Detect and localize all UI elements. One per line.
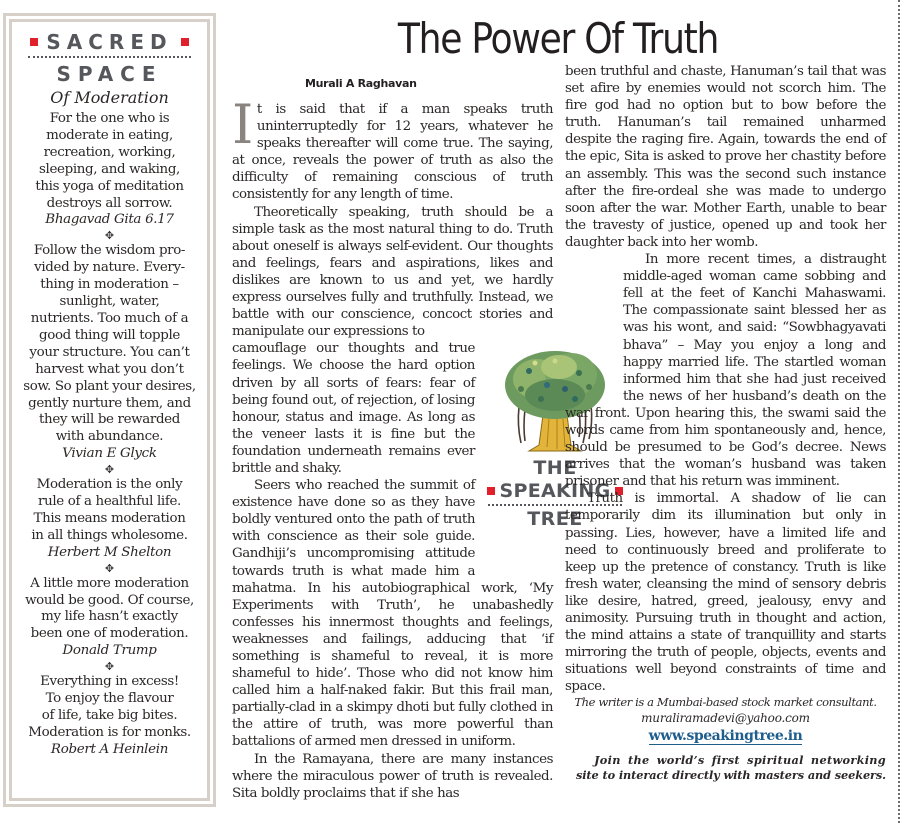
quote-line: sleeping, and waking, bbox=[39, 161, 180, 177]
quote-author: Vivian E Glyck bbox=[62, 446, 157, 462]
article-headline: The Power Of Truth bbox=[397, 14, 719, 63]
quote-line: sow. So plant your desires, bbox=[23, 378, 196, 394]
quote-text bbox=[18, 674, 201, 742]
link-text[interactable]: www.speakingtree.in bbox=[648, 728, 803, 745]
drop-cap: I bbox=[232, 93, 253, 156]
quote-line: moderate in eating, bbox=[46, 127, 173, 143]
article-paragraph: Seers who reached the summit of existence have done so as they have boldly ventured onto the path of truth with conscience as their sole guide. Gandhiji’s uncompromising attitude towards truth is what made him a mahatma. In his autobiographical work, ‘My Experiments with Truth’, he unabashedly confesses his innermost thoughts and feelings, weaknesses and failings, adducing that ‘if something is shameful to reveal, it is more shameful to hide’. Those who did not know him called him a half-naked fakir. But this frail man, partially-clad in a skimpy dhoti but fully clothed in the attire of truth, was more powerful than battalions of armed men dressed in uniform. bbox=[232, 478, 553, 750]
quote-text bbox=[18, 576, 201, 644]
quote-line: destroys all sorrow. bbox=[46, 195, 173, 211]
sacred-space-sidebar bbox=[3, 13, 216, 807]
quote-line: in all things wholesome. bbox=[31, 527, 188, 543]
quote-line: recreation, working, bbox=[43, 144, 176, 160]
ornament-divider-icon: ✥ bbox=[104, 561, 115, 575]
article-paragraph: Theoretically speaking, truth should be a simple task as the most natural thing to do. Truth about oneself is always self-evident. Our thoughts and feelings, fears and aspirations, likes and dislikes are known to us and yet, we hardly express ourselves fully and truthfully. Instead, we battle with our conscience, concoct stories and manipulate our expressions to bbox=[232, 204, 553, 340]
article-paragraph: camouflage our thoughts and true feelings. We choose the hard option driven by all sorts of fears: fear of being found out, of rejection, of losing honour, status and image. As long as the veneer lasts it is fine but the foundation underneath remains ever brittle and shaky. bbox=[232, 341, 475, 476]
quote-line: rule of a healthful life. bbox=[38, 494, 181, 510]
quote-block bbox=[18, 477, 201, 562]
join-promo bbox=[565, 753, 886, 783]
quote-line: they will be rewarded bbox=[39, 412, 180, 428]
quote-line: sunlight, water, bbox=[59, 294, 160, 310]
quote-author: Robert A Heinlein bbox=[50, 741, 169, 757]
article-byline: Murali A Raghavan bbox=[305, 77, 417, 90]
ornament-divider-icon: ✥ bbox=[104, 229, 115, 243]
join-line-2: site to interact directly with masters and seekers. bbox=[575, 768, 886, 783]
quote-line: harvest what you don’t bbox=[35, 361, 184, 377]
paragraph-text: In more recent times, a distraught middle-aged woman came sobbing and fell at the feet of Kanchi Mahaswami. The compassionate saint blessed her as was his wont, and said: “Sowbhagyavati bhava” – May you enjoy a long and happy married life. The startled woman informed him that she had just received the news of her husband’s death on the war front. Upon hearing this, the swami said the words came from him spontaneously and, hence, should be presumed to be God’s decree. News arrives that the woman’s husband was taken prisoner and that his return was imminent. bbox=[565, 252, 886, 490]
emblem-the: THE bbox=[533, 457, 577, 479]
quote-block bbox=[18, 243, 201, 463]
quote-line: Moderation is for monks. bbox=[28, 724, 191, 740]
quote-block bbox=[18, 576, 201, 661]
ornament-divider-icon: ✥ bbox=[104, 660, 115, 674]
sacred-space-inner bbox=[9, 19, 210, 801]
quote-line: Follow the wisdom pro- bbox=[33, 243, 186, 259]
quote-line: A little more moderation bbox=[30, 575, 189, 591]
quote-line: thing in moderation – bbox=[40, 277, 179, 293]
article-column-2 bbox=[565, 63, 886, 783]
quote-text bbox=[18, 111, 201, 212]
quote-line: nutrients. Too much of a bbox=[30, 310, 189, 326]
article-paragraph: In the Ramayana, there are many instances where the miraculous power of truth is revealed. Sita boldly proclaims that if she has bbox=[232, 751, 553, 801]
join-line-1: Join the world’s first spiritual networking bbox=[594, 753, 886, 768]
quote-line: with abundance. bbox=[55, 429, 164, 445]
quote-author: Bhagavad Gita 6.17 bbox=[45, 212, 174, 228]
emblem-speaking: SPEAKING bbox=[499, 480, 611, 502]
quote-line: this yoga of meditation bbox=[35, 178, 184, 194]
red-square-icon bbox=[181, 38, 189, 46]
quote-line: good thing will topple bbox=[39, 327, 180, 343]
article-paragraph: Truth is immortal. A shadow of lie can temporarily dim its illumination but only in passing. Lies, however, have a limited life and need to continuously breed and proliferate to keep up the pretence of constancy. Truth is like fresh water, cleansing the mind of sensory debris like desire, hatred, greed, jealousy, envy and animosity. Pursuing truth in thought and action, the mind attains a state of tranquillity and starts mirroring the truth of people, objects, events and situations well beyond constraints of time and space. bbox=[565, 491, 886, 695]
sacred-space-title-line2: SPACE bbox=[56, 62, 163, 86]
quote-block bbox=[18, 111, 201, 229]
quote-line: your structure. You can’t bbox=[29, 344, 190, 360]
paragraph-text: t is said that if a man speaks truth uninterruptedly for 12 years, whatever he speaks thereafter will come true. The saying, at once, reveals the power of truth as also the difficulty of remaining conscious of truth consistently for any length of time. bbox=[232, 102, 553, 203]
writer-note: The writer is a Mumbai-based stock market consultant. bbox=[574, 695, 877, 710]
red-square-icon bbox=[487, 487, 495, 495]
quote-line: been one of moderation. bbox=[30, 626, 189, 642]
quote-line: my life hasn’t exactly bbox=[41, 609, 178, 625]
article-paragraph bbox=[565, 251, 886, 490]
quote-line: For the one who is bbox=[49, 111, 170, 126]
author-email[interactable]: muraliramadevi@yahoo.com bbox=[641, 711, 810, 726]
quote-line: Moderation is the only bbox=[36, 477, 183, 493]
quote-line: This means moderation bbox=[33, 510, 186, 526]
speakingtree-link[interactable] bbox=[565, 727, 886, 745]
quote-line: vided by nature. Every- bbox=[34, 260, 185, 276]
article-paragraph: been truthful and chaste, Hanuman’s tail that was set afire by enemies would not scorch him. The fire god had no option but to bow before the truth. Hanuman’s tail remained unharmed despite the raging fire. Again, towards the end of the epic, Sita is asked to prove her chastity before an assembly. This was the second such instance after the fire-ordeal she was made to undergo soon after the war. Mother Earth, unable to bear the travesty of justice, opened up and took her daughter back into her womb. bbox=[565, 64, 886, 250]
quote-line: gently nurture them, and bbox=[28, 395, 191, 411]
dotted-divider bbox=[28, 56, 191, 58]
article-paragraph bbox=[232, 93, 553, 204]
sacred-space-title-line1: SACRED bbox=[46, 30, 173, 54]
quote-author: Herbert M Shelton bbox=[47, 544, 172, 560]
sacred-space-subtitle: Of Moderation bbox=[50, 88, 169, 107]
quote-text bbox=[18, 477, 201, 545]
red-square-icon bbox=[30, 38, 38, 46]
ornament-divider-icon: ✥ bbox=[104, 463, 115, 477]
dotted-column-rule bbox=[898, 0, 900, 823]
quote-text bbox=[18, 243, 201, 446]
sacred-space-title-row bbox=[18, 30, 201, 54]
quote-line: would be good. Of course, bbox=[25, 592, 194, 608]
emblem-tree: TREE bbox=[527, 508, 583, 530]
quote-line: of life, take big bites. bbox=[41, 708, 178, 723]
quote-line: Everything in excess! bbox=[40, 674, 179, 690]
quote-block bbox=[18, 674, 201, 759]
quote-author: Donald Trump bbox=[62, 643, 157, 659]
quote-line: To enjoy the flavour bbox=[45, 691, 174, 707]
